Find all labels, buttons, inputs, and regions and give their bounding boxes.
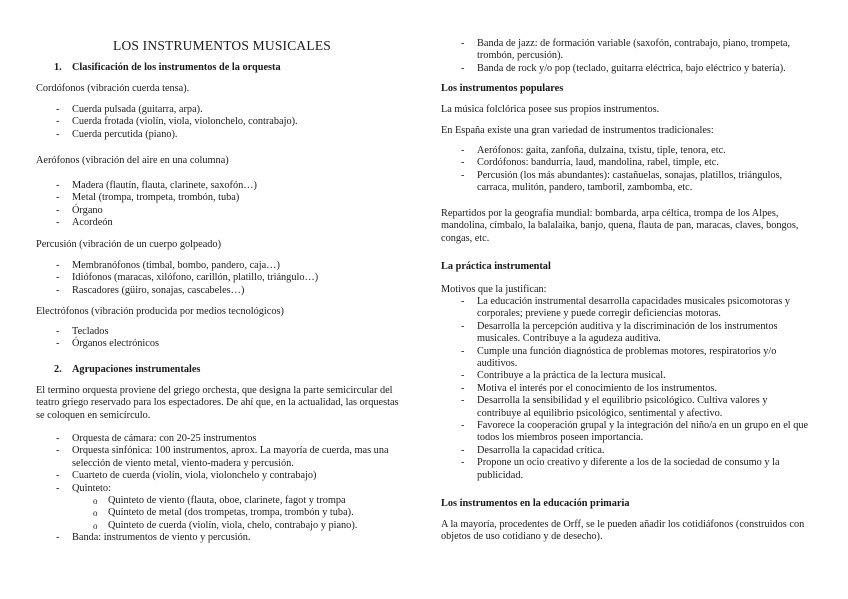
electrofonos-intro: Electrófonos (vibración producida por medios tecnológicos) [36, 306, 284, 317]
list-item: - Motiva el interés por el conocimiento de los instrumentos. [441, 383, 813, 395]
sublist-item: o Quinteto de cuerda (violín, viola, chelo, contrabajo y piano). [72, 520, 408, 532]
list-item: - Acordeón [36, 217, 408, 229]
electrofonos-list [36, 326, 408, 351]
percusion-intro: Percusión (vibración de un cuerpo golpeado) [36, 239, 221, 250]
list-item: - Metal (trompa, trompeta, trombón, tuba) [36, 192, 408, 204]
cordofonos-intro: Cordófonos (vibración cuerda tensa). [36, 83, 190, 94]
list-item: - Propone un ocio creativo y diferente a los de la sociedad de consumo y la publicidad. [441, 457, 813, 482]
list-item: - Cuerda frotada (violín, viola, violonchelo, contrabajo). [36, 116, 408, 128]
heading-practica: La práctica instrumental [441, 261, 551, 272]
section-number: 2. [54, 364, 62, 375]
section-title: Clasificación de los instrumentos de la orquesta [72, 62, 281, 73]
list-item: - Percusión (los más abundantes): castañuelas, sonajas, platillos, triángulos, carraca, mulitón, pandero, tamboril, zambomba, etc. [441, 170, 813, 195]
sublist-item: o Quinteto de metal (dos trompetas, trompa, trombón y tuba). [72, 507, 408, 519]
list-item: - Desarrolla la sensibilidad y el equilibrio psicológico. Cultiva valores y contribuye al equilibrio psicológico, sentimental y afectivo. [441, 395, 813, 420]
list-item [36, 483, 408, 533]
quinteto-label: Quinteto: [72, 482, 111, 494]
percusion-list [36, 260, 408, 297]
list-item: - Cumple una función diagnóstica de problemas motores, respiratorios y/o auditivos. [441, 346, 813, 371]
list-item: - Orquesta sinfónica: 100 instrumentos, aprox. La mayoría de cuerda, mas una selección de viento metal, viento-madera y percusión. [36, 445, 408, 470]
list-item: - Favorece la cooperación grupal y la integración del niño/a en un grupo en el que todos los miembros poseen importancia. [441, 420, 813, 445]
list-item: - Desarrolla la percepción auditiva y la discriminación de los instrumentos musicales. Contribuye a la agudeza auditiva. [441, 321, 813, 346]
cordofonos-list [36, 104, 408, 141]
primaria-text: A la mayoría, procedentes de Orff, se le pueden añadir los cotidiáfonos (construidos con objetos de uso cotidiano y de desecho). [441, 519, 805, 543]
aerofonos-intro: Aerófonos (vibración del aire en una columna) [36, 155, 229, 166]
section-number: 1. [54, 62, 62, 73]
quinteto-sublist [72, 495, 408, 532]
list-item: - Contribuye a la práctica de la lectura musical. [441, 370, 813, 382]
practica-list [441, 296, 813, 482]
list-item: - Cuerda pulsada (guitarra, arpa). [36, 104, 408, 116]
agrupaciones-list [36, 433, 408, 545]
page-title: LOS INSTRUMENTOS MUSICALES [113, 38, 331, 53]
list-item: - Orquesta de cámara: con 20-25 instrumentos [36, 433, 408, 445]
list-item: - Cuarteto de cuerda (violín, viola, violonchelo y contrabajo) [36, 470, 408, 482]
list-item: - Teclados [36, 326, 408, 338]
section-heading-agrupaciones [54, 364, 200, 376]
bandas-list [441, 38, 813, 75]
list-item: - Aerófonos: gaita, zanfoña, dulzaina, txistu, tiple, tenora, etc. [441, 145, 813, 157]
list-item: - La educación instrumental desarrolla capacidades musicales psicomotoras y corporales; previene y puede corregir deficiencias motoras. [441, 296, 813, 321]
list-item: - Membranófonos (timbal, bombo, pandero, caja…) [36, 260, 408, 272]
heading-populares: Los instrumentos populares [441, 83, 564, 94]
aerofonos-list [36, 180, 408, 230]
populares-p3: Repartidos por la geografía mundial: bombarda, arpa céltica, trompa de los Alpes, mandolina, címbalo, la balalaika, banjo, quena, flauta de pan, maracas, claves, bongos, congas, etc. [441, 208, 799, 244]
populares-list [441, 145, 813, 195]
sublist-item: o Quinteto de viento (flauta, oboe, clarinete, fagot y trompa [72, 495, 408, 507]
list-item: - Órgano [36, 205, 408, 217]
list-item: - Desarrolla la capacidad crítica. [441, 445, 813, 457]
list-item: - Madera (flautín, flauta, clarinete, saxofón…) [36, 180, 408, 192]
populares-p2: En España existe una gran variedad de instrumentos tradicionales: [441, 125, 714, 136]
heading-primaria: Los instrumentos en la educación primaria [441, 498, 630, 509]
list-item: - Idiófonos (maracas, xilófono, carillón, platillo, triángulo…) [36, 272, 408, 284]
list-item: - Rascadores (güiro, sonajas, cascabeles…) [36, 285, 408, 297]
list-item: - Banda: instrumentos de viento y percusión. [36, 532, 408, 544]
populares-p1: La música folclórica posee sus propios instrumentos. [441, 104, 660, 115]
section-heading-clasificacion [54, 62, 281, 74]
list-item: - Cordófonos: bandurria, laud, mandolina, rabel, timple, etc. [441, 157, 813, 169]
orquesta-paragraph: El termino orquesta proviene del griego orchesta, que designa la parte semicircular del teatro griego reservado para los espectadores. De ahí que, en la actualidad, las orquestas se coloquen en semicírculo. [36, 385, 399, 421]
list-item: - Órganos electrónicos [36, 338, 408, 350]
list-item: - Banda de jazz: de formación variable (saxofón, contrabajo, piano, trompeta, trombón, percusión). [441, 38, 813, 63]
practica-intro: Motivos que la justifican: [441, 284, 547, 295]
section-title: Agrupaciones instrumentales [72, 364, 201, 375]
list-item: - Cuerda percutida (piano). [36, 129, 408, 141]
list-item: - Banda de rock y/o pop (teclado, guitarra eléctrica, bajo eléctrico y batería). [441, 63, 813, 75]
